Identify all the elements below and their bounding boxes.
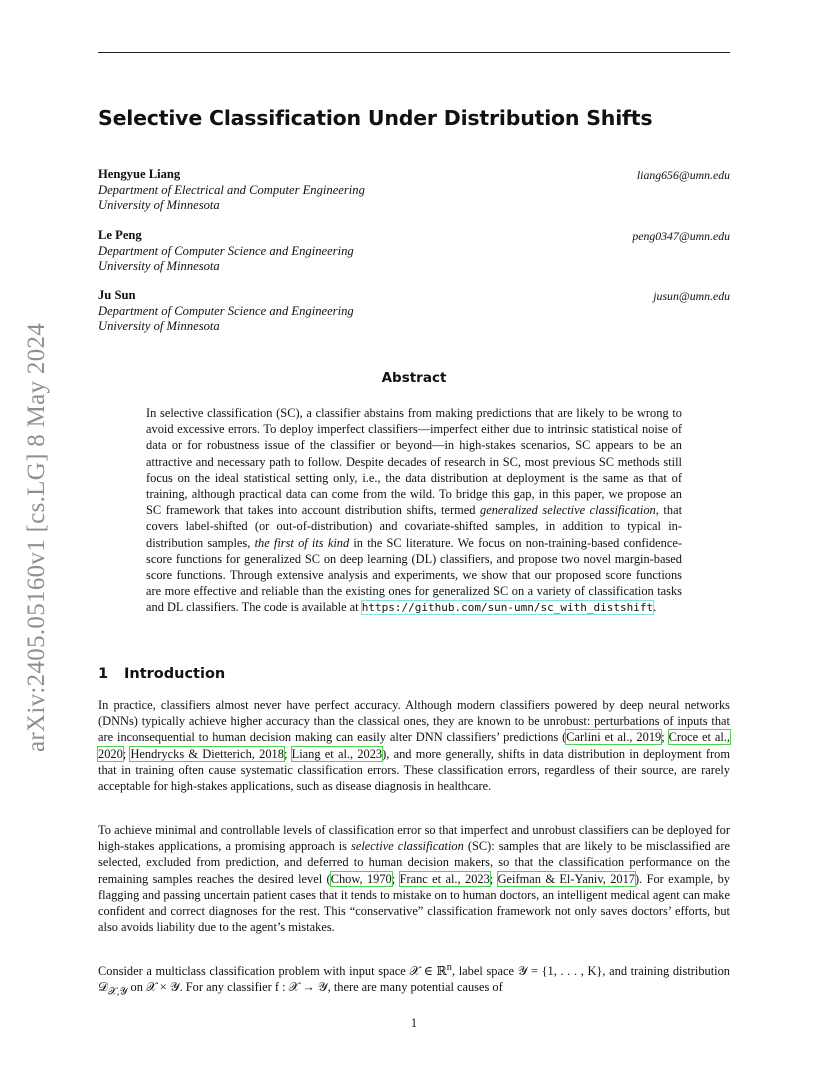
page-number: 1 [410, 1016, 418, 1030]
citation-link[interactable]: Liang et al., 2023 [291, 746, 383, 761]
paper-title: Selective Classification Under Distribution Shifts [98, 106, 653, 130]
author-name: Le Peng [98, 228, 142, 242]
author-email[interactable]: jusun@umn.edu [653, 289, 730, 303]
abstract-heading: Abstract [381, 370, 447, 386]
section-number: 1 [98, 666, 109, 682]
intro-paragraph-1: In practice, classifiers almost never have perfect accuracy. Although modern classifiers powered by deep neural networks (DNNs) typically achieve higher accuracy than the classical ones, they are known to be unrobust: perturbations of inputs that are inconsequential to human decision making can easily alter DNN classifiers’ predictions (Carlini et al., 2019; Croce et al., 2020; Hendrycks & Dietterich, 2018; Liang et al., 2023), and more generally, shifts in data distribution in deployment from that in training often cause systematic classification errors. These classification errors, regardless of their source, are rarely acceptable for high-stakes applications, such as disease diagnosis in healthcare. [98, 698, 731, 794]
author-block [98, 167, 730, 214]
abstract-text: In selective classification (SC), a classifier abstains from making predictions that are likely to be wrong to avoid excessive errors. To deploy imperfect classifiers—imperfect either due to intrinsic statistical noise of data or for robustness issue of the classifier or beyond—in high-stakes scenarios, SC appears to be an attractive and necessary path to follow. Despite decades of research in SC, most previous SC methods still focus on the ideal statistical setting only, i.e., the data distribution at deployment is the same as that of training, although practical data can come from the wild. To bridge this gap, in this paper, we propose an SC framework that takes into account distribution shifts, termed generalized selective classification, that covers label-shifted (or out-of-distribution) and covariate-shifted samples, in addition to typical in-distribution samples, the first of its kind in the SC literature. We focus on non-training-based confidence-score functions for generalized SC on deep learning (DL) classifiers, and propose two novel margin-based score functions. Through extensive analysis and experiments, we show that our proposed score functions are more effective and reliable than the existing ones for generalized SC on a variety of classification tasks and DL classifiers. The code is available at https://github.com/sun-umn/sc_with_distshift. [146, 406, 683, 615]
author-university: University of Minnesota [98, 319, 220, 333]
author-university: University of Minnesota [98, 198, 220, 212]
citation-link[interactable]: Croce et al., 2020 [98, 730, 731, 761]
author-department: Department of Computer Science and Engineering [98, 303, 354, 318]
author-name: Ju Sun [98, 288, 136, 302]
citation-link[interactable]: Carlini et al., 2019 [566, 730, 662, 745]
author-email[interactable]: peng0347@umn.edu [632, 229, 730, 243]
citation-link[interactable]: Chow, 1970 [330, 871, 392, 886]
citation-link[interactable]: Franc et al., 2023 [399, 871, 490, 886]
author-email[interactable]: liang656@umn.edu [636, 168, 730, 182]
code-repository-link[interactable]: https://github.com/sun-umn/sc_with_distshift [361, 601, 654, 615]
author-block [98, 228, 730, 275]
author-department: Department of Computer Science and Engineering [98, 243, 354, 258]
author-name: Hengyue Liang [98, 167, 181, 181]
intro-paragraph-2: To achieve minimal and controllable levels of classification error so that imperfect and unrobust classifiers can be deployed for high-stakes applications, a promising approach is selective classification (SC): samples that are likely to be misclassified are selected, excluded from prediction, and deferred to human decision makers, so that the classification performance on the remaining samples reaches the desired level (Chow, 1970; Franc et al., 2023; Geifman & El-Yaniv, 2017). For example, by flagging and passing uncertain patient cases that it tends to mistake on to human doctors, an intelligent medical agent can make confident and correct diagnoses for the rest. This “conservative” classification framework not only saves doctors’ efforts, but also avoids liability due to the agent’s mistakes. [98, 823, 731, 935]
section-title: Introduction [124, 666, 226, 682]
author-university: University of Minnesota [98, 259, 220, 273]
section-heading-introduction [98, 666, 225, 682]
author-block [98, 288, 730, 335]
author-department: Department of Electrical and Computer Engineering [98, 182, 365, 197]
arxiv-identifier-stamp[interactable]: arXiv:2405.05160v1 [cs.LG] 8 May 2024 [23, 322, 50, 752]
citation-link[interactable]: Geifman & El-Yaniv, 2017 [497, 871, 635, 886]
intro-paragraph-3: Consider a multiclass classification problem with input space 𝒳 ∈ ℝ$^n$, label space 𝒴 = {1, . . . , K}, and training distribution 𝒟$_{𝒳,𝒴}$ on 𝒳 × 𝒴. For any classifier f : 𝒳 → 𝒴, there are many potential causes of [98, 962, 730, 998]
citation-link[interactable]: Hendrycks & Dietterich, 2018 [130, 746, 284, 761]
top-rule [98, 52, 730, 53]
